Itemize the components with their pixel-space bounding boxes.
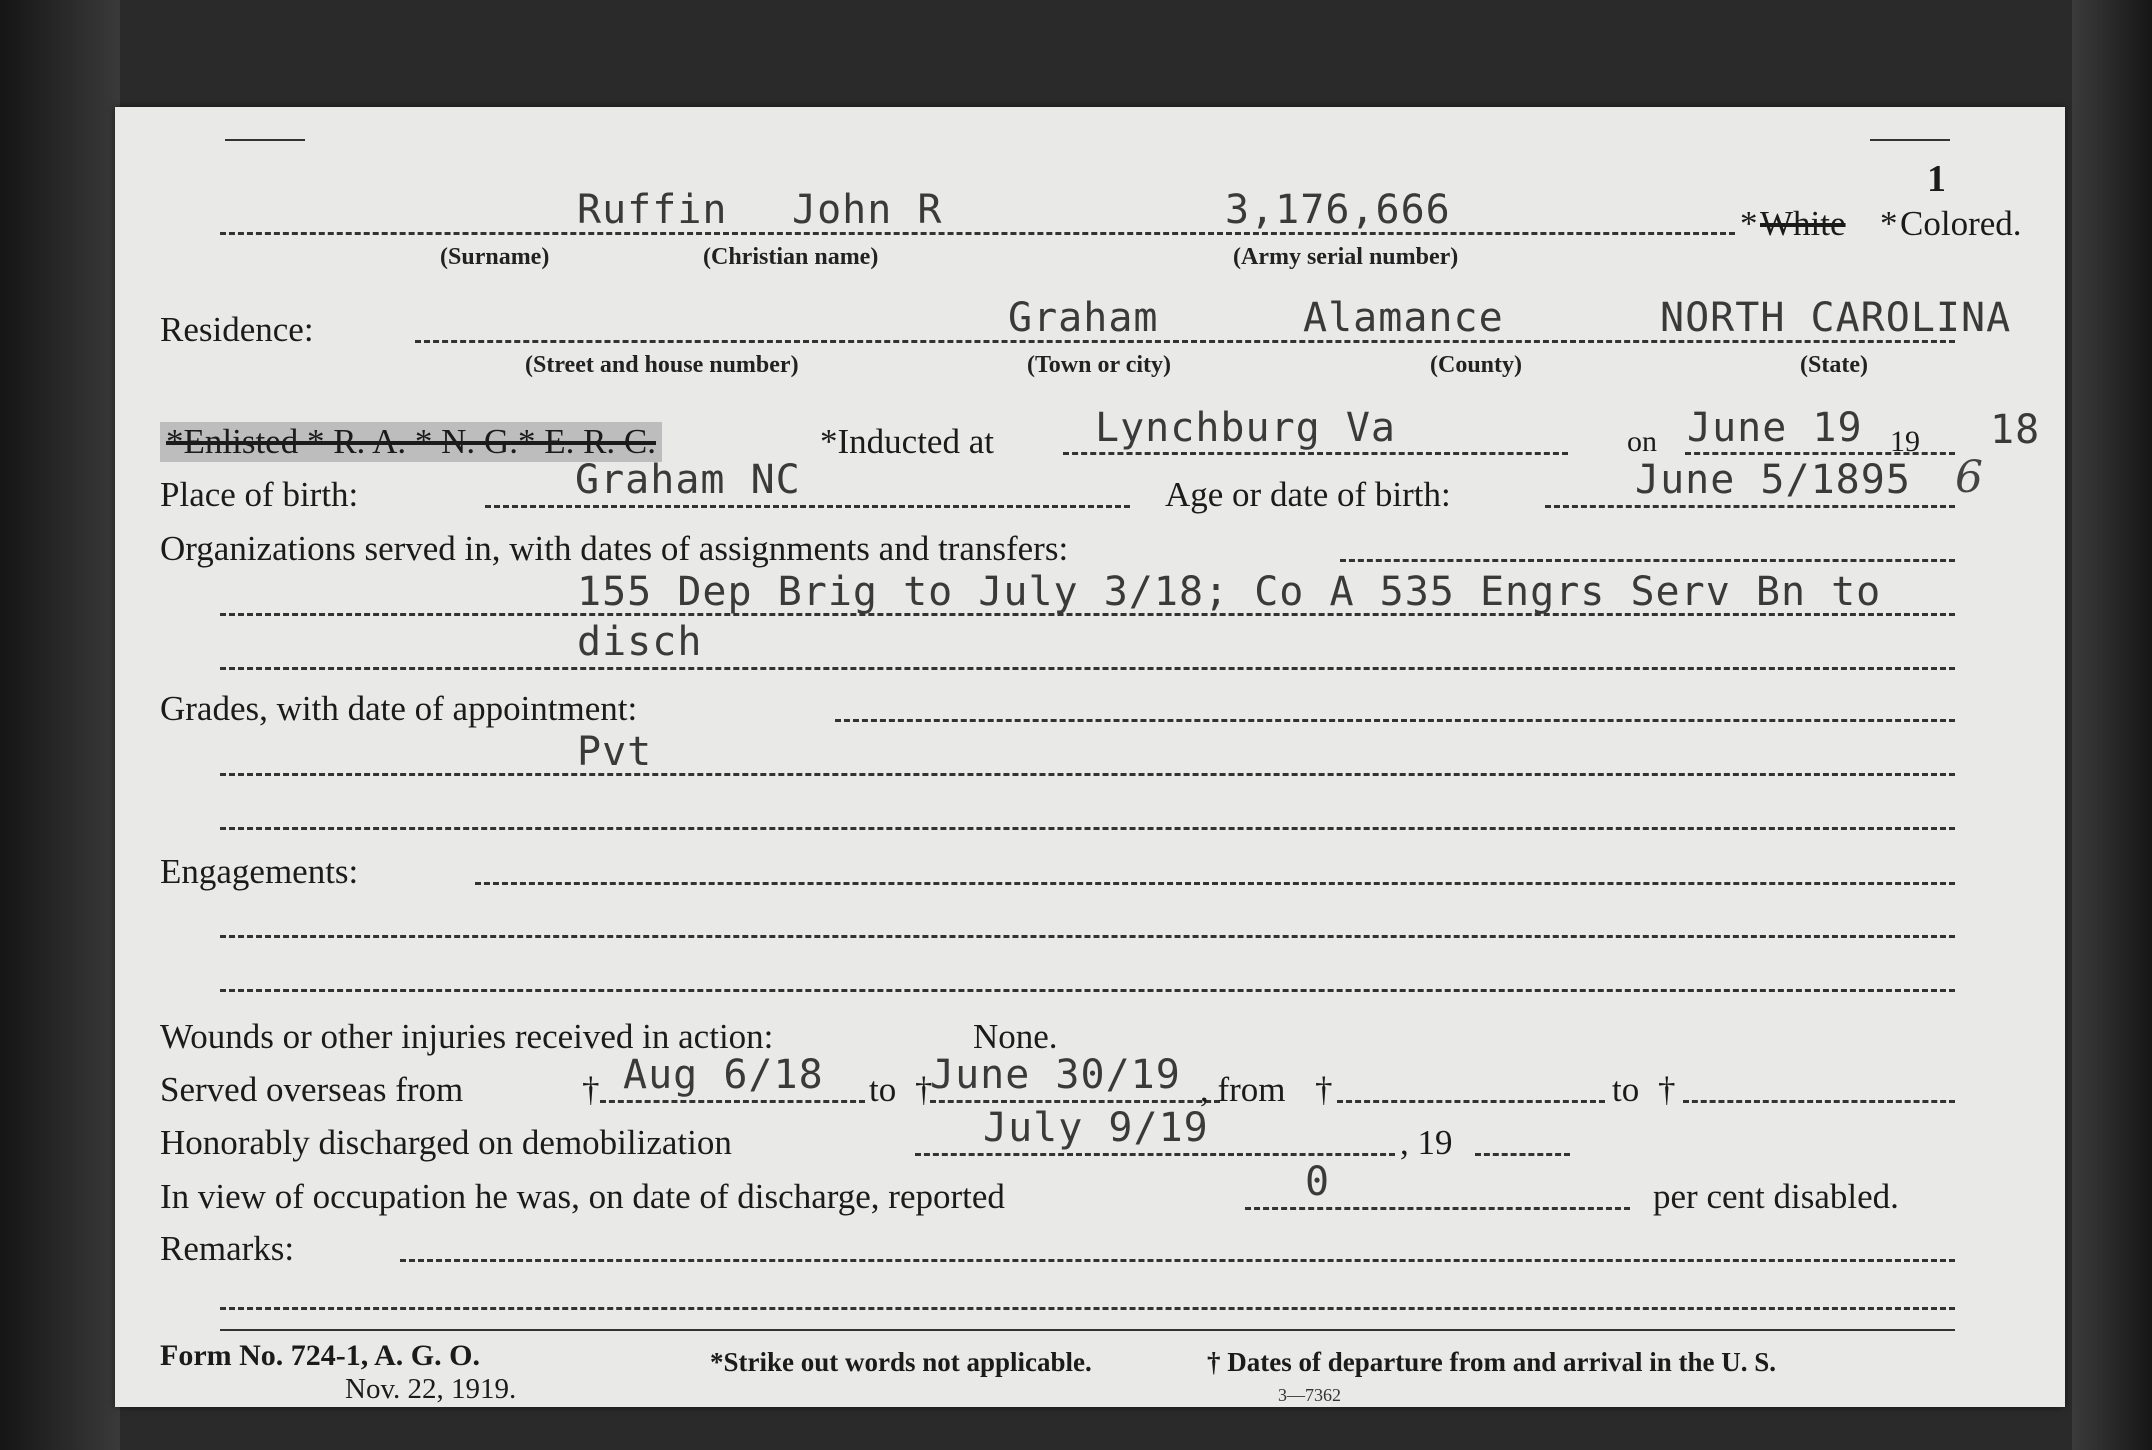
wounds-value: None. (973, 1017, 1058, 1056)
disability-suffix: per cent disabled. (1653, 1177, 1899, 1216)
town-caption: (Town or city) (1027, 352, 1171, 378)
christian-name-value: John R (792, 187, 943, 233)
engagements-line-0 (475, 882, 1955, 885)
overseas-from2-line (1337, 1100, 1605, 1103)
name-line (220, 232, 1735, 235)
overseas-label: Served overseas from (160, 1070, 464, 1109)
grades-line-1 (220, 773, 1955, 776)
disability-label: In view of occupation he was, on date of discharge, reported (160, 1177, 1005, 1216)
disability-value: 0 (1305, 1159, 1331, 1205)
inducted-line (1063, 452, 1568, 455)
organizations-line-1 (220, 613, 1955, 616)
surname-value: Ruffin (577, 187, 728, 233)
scan-border-right (2072, 0, 2152, 1450)
enlistment-options: *Enlisted * R. A. * N. G.* E. R. C. (160, 422, 662, 462)
induction-year-typed: 18 (1990, 407, 2041, 453)
birth-date-value: June 5/1895 (1635, 457, 1911, 503)
birth-place-value: Graham NC (575, 457, 801, 503)
strike-note: *Strike out words not applicable. (710, 1347, 1092, 1377)
card-number: 1 (1927, 158, 1946, 200)
birth-place-label: Place of birth: (160, 475, 359, 514)
race-white-option: White (1760, 204, 1846, 243)
inducted-label: *Inducted at (820, 422, 994, 461)
serial-number-caption: (Army serial number) (1233, 244, 1459, 270)
discharge-line (915, 1153, 1395, 1156)
print-code: 3—7362 (1278, 1385, 1341, 1405)
form-number: Form No. 724-1, A. G. O. (160, 1339, 480, 1372)
overseas-from-line (600, 1100, 865, 1103)
race-asterisk-colored: * (1880, 204, 1898, 243)
street-caption: (Street and house number) (525, 352, 799, 378)
age-label: Age or date of birth: (1165, 475, 1451, 514)
overseas-dagger-4: † (1658, 1070, 1676, 1109)
engagements-line-1 (220, 935, 1955, 938)
organizations-line-2 (220, 667, 1955, 670)
overseas-to-label-2: to (1612, 1070, 1640, 1109)
overseas-to-line (930, 1100, 1220, 1103)
residence-line (415, 340, 1955, 343)
grades-label: Grades, with date of appointment: (160, 689, 638, 728)
dates-note: † Dates of departure from and arrival in the U. S. (1207, 1347, 1776, 1377)
induction-date-line (1685, 452, 1955, 455)
discharge-year-label: , 19 (1400, 1123, 1453, 1162)
grades-line-2 (220, 827, 1955, 830)
race-asterisk-white: * (1740, 204, 1758, 243)
discharge-date: July 9/19 (983, 1105, 1209, 1151)
remarks-line-0 (400, 1259, 1955, 1262)
residence-label: Residence: (160, 310, 314, 349)
residence-state: NORTH CAROLINA (1660, 295, 2012, 341)
induction-date: June 19 (1687, 405, 1863, 451)
organizations-label: Organizations served in, with dates of assignments and transfers: (160, 529, 1069, 568)
disability-line (1245, 1207, 1630, 1210)
surname-caption: (Surname) (440, 244, 550, 270)
form-date: Nov. 22, 1919. (345, 1373, 517, 1405)
overseas-from-date: Aug 6/18 (623, 1052, 824, 1098)
overseas-to2-line (1683, 1100, 1955, 1103)
top-right-rule (1870, 139, 1950, 141)
overseas-to-label: to (869, 1070, 897, 1109)
on-label: on (1627, 425, 1657, 458)
engagements-line-2 (220, 989, 1955, 992)
inducted-place: Lynchburg Va (1095, 405, 1396, 451)
county-caption: (County) (1430, 352, 1523, 378)
induction-year-printed: 19 (1890, 425, 1920, 458)
birth-place-line (485, 505, 1130, 508)
overseas-from-label-2: , from (1200, 1070, 1286, 1109)
overseas-dagger-2: † (915, 1070, 933, 1109)
top-left-rule (225, 139, 305, 141)
wounds-label: Wounds or other injuries received in action: (160, 1017, 774, 1056)
overseas-dagger-1: † (582, 1070, 600, 1109)
discharge-label: Honorably discharged on demobilization (160, 1123, 732, 1162)
birth-date-handwritten: 6 (1955, 452, 1983, 503)
engagements-label: Engagements: (160, 852, 359, 891)
overseas-dagger-3: † (1315, 1070, 1333, 1109)
overseas-to-date: June 30/19 (930, 1052, 1181, 1098)
organizations-line-0 (1340, 559, 1955, 562)
remarks-line-1 (220, 1307, 1955, 1310)
footer-rule (220, 1329, 1955, 1331)
state-caption: (State) (1800, 352, 1868, 378)
discharge-year-line (1475, 1153, 1570, 1156)
grades-value: Pvt (577, 729, 653, 775)
residence-county: Alamance (1303, 295, 1504, 341)
remarks-label: Remarks: (160, 1229, 295, 1268)
organizations-line2: disch (577, 619, 703, 665)
scan-border-left (0, 0, 120, 1450)
organizations-line1: 155 Dep Brig to July 3/18; Co A 535 Engrs Serv Bn to (577, 569, 1882, 615)
residence-town: Graham (1008, 295, 1159, 341)
grades-line-0 (835, 719, 1955, 722)
service-record-card (115, 107, 2065, 1407)
christian-name-caption: (Christian name) (703, 244, 879, 270)
serial-number-value: 3,176,666 (1225, 187, 1451, 233)
race-colored-option: Colored. (1900, 204, 2022, 243)
birth-date-line (1545, 505, 1955, 508)
